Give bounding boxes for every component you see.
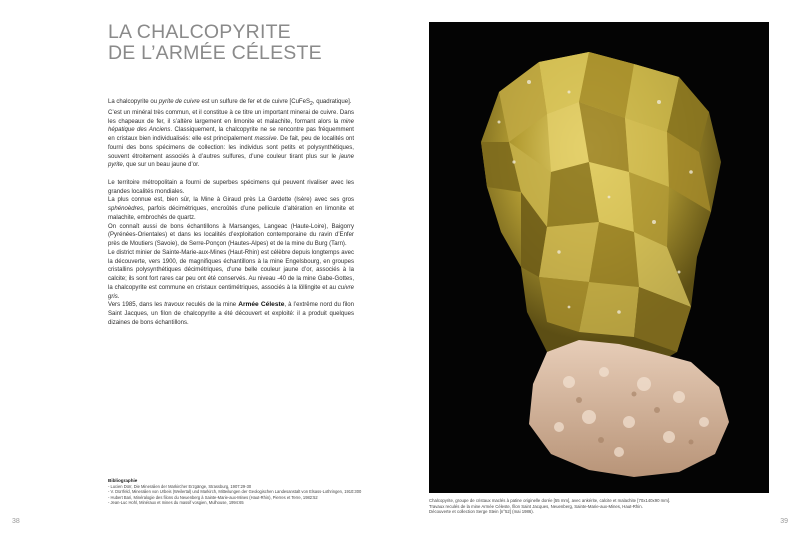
text-run-italic: cuivre gris — [108, 284, 354, 300]
text-run-italic: mine hépatique des Anciens — [108, 118, 354, 134]
text-run-italic: massive — [254, 136, 277, 143]
text-run: est un sulfure de fer et de cuivre [CuFeS — [199, 99, 311, 105]
bibliography-entry: - Jean-Luc Hohl, Minéraux et mines du massif vosgien, Mulhouse, 1994:65 — [108, 500, 244, 506]
text-run: , parfois décimétriques, encroûtés d’une pellicule d’altération en limonite et malachite, embrochés de quartz. — [108, 206, 354, 221]
title-line-1: LA CHALCOPYRITE — [108, 21, 291, 43]
text-run: . De fait, peu de localités ont fourni des bons spécimens de collection: les individus sont petits et polysynthétiques, souvent étroitement associés à d’autres sulfures, d’une couleur tirant plus sur le — [108, 136, 355, 160]
paragraph-3: Le territoire métropolitain a fourni de superbes spécimens qui peuvent rivaliser avec les grandes localités mondiales. — [108, 179, 354, 195]
text-run-italic: jaune pyrite — [108, 153, 354, 169]
text-run: , que sur un beau jaune d’or. — [122, 162, 200, 169]
text-run: C’est un minéral très commun, et il constitue à ce titre un important minerai de cuivre. Dans les chapeaux de fer, il s’altère largement en limonite et malachite, formant alors la — [108, 109, 354, 125]
paragraph-7 — [108, 301, 354, 327]
text-run: Le district minier de Sainte-Marie-aux-Mines (Haut-Rhin) est célèbre depuis longtemps avec la découverte, vers 1900, de magnifiques échantillons à la mine Engelsbourg, en groupes cristallins polysynthétiques décimétriques, d’une belle couleur jaune d’or, associés à la calcite; ils sont fort rares car peu ont été conservés. Au niveau -40 de la mine Gabe-Gottes, la chalcopyrite est commune en cristaux centimétriques, associés à la löllingite et au — [108, 249, 355, 291]
text-run: . Classiquement, la chalcopyrite ne se rencontre pas fréquemment en cristaux bien individualisés: elle est principalement — [108, 127, 354, 143]
text-run: Vers 1985, dans les — [108, 302, 165, 309]
subscript: 2 — [310, 101, 313, 108]
page-number-left: 38 — [12, 518, 20, 525]
text-run: , quadratique]. — [312, 99, 352, 105]
text-run-highlight: Armée Céleste — [238, 301, 285, 309]
bibliography-title: Bibliographie — [108, 478, 138, 483]
title-line-2: DE L’ARMÉE CÉLESTE — [108, 42, 322, 64]
article-body — [108, 98, 354, 328]
text-run-italic: sphénoèdres — [108, 206, 143, 213]
photo-caption — [429, 498, 774, 515]
mineral-photo — [429, 22, 769, 493]
paragraph-5: On connaît aussi de bons échantillons à Marsanges, Langeac (Haute-Loire), Baigorry (Pyrénées-Orientales) et dans les localités d’exploitation contemporaine du ravin d’Enfer près de Moutiers (Savoie), de Serre-Ponçon (Hautes-Alpes) et de la mine du Burg (Tarn). — [108, 223, 354, 248]
text-run: La plus connue est, bien sûr, la Mine à Giraud près La Gardette (Isère) avec ses gros — [108, 197, 354, 204]
chalcopyrite-specimen-image — [429, 22, 769, 493]
bibliography-entry: - Hubert Bari, Minéralogie des filons du Neuenberg à Sainte-Marie-aux-Mines (Haut-Rhin), Pierres et Terre, 1982:52 — [108, 494, 318, 500]
bibliography-entry: - V. Dürrfeld, Mineralien von Urbeis (Weilertal) und Markirch, Mitteilungen der Geologischen Landesanstalt von Elsass-Lothringen, 1910:300 — [108, 489, 362, 495]
text-run: . — [117, 293, 120, 300]
caption-line: Travaux reculés de la mine Armée Céleste, filon Saint Jacques, Neuenberg, Sainte-Marie-aux-Mines, Haut-Rhin. — [429, 503, 643, 509]
article-title — [108, 22, 322, 64]
bibliography — [108, 478, 368, 506]
paragraph-4 — [108, 196, 354, 222]
right-page — [400, 0, 800, 540]
text-run-italic: pyrite de cuivre — [158, 99, 200, 105]
caption-line: Chalcopyrite, groupe de cristaux maclés à patine originelle dorée [55 mm], avec ankérite, calcite et malachite [70x140x90 mm]. — [429, 498, 671, 503]
bibliography-entry: - Lucien Dürr, Die Mineralien der Markircher Erzgänge, Strassburg, 1907:29-30 — [108, 483, 252, 489]
text-run: La chalcopyrite ou — [108, 99, 159, 105]
paragraph-2 — [108, 109, 354, 170]
text-run-italic: travoux — [164, 302, 185, 309]
caption-line: Découverte et collection Serge Stein [n°52] (mai 1986). — [429, 509, 534, 515]
paragraph-6 — [108, 249, 354, 302]
text-run: reculés de la mine — [184, 302, 239, 309]
page-number-right: 39 — [780, 518, 788, 525]
paragraph-intro — [108, 98, 354, 109]
text-run: , à l’extrême nord du filon Saint Jacques, un filon de chalcopyrite a été découvert et exploité: il a produit quelques dizaines de bons échantillons. — [108, 302, 354, 326]
